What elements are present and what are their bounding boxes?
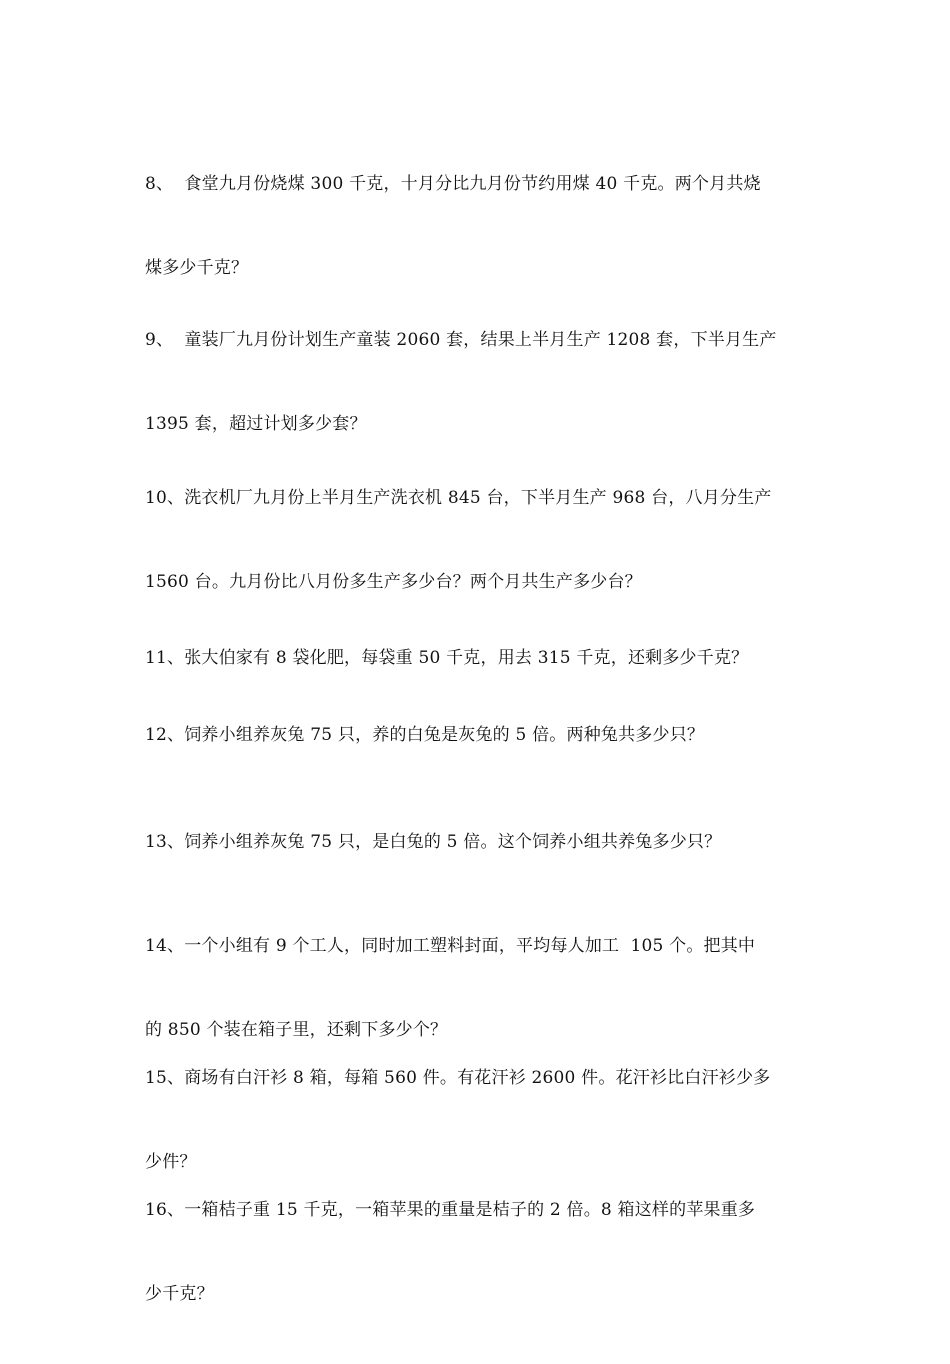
problem-line: 的 850 个装在箱子里，还剩下多少个？ — [145, 1020, 448, 1040]
problem-line: 少件？ — [145, 1152, 197, 1172]
problem-line: 1395 套，超过计划多少套？ — [145, 414, 367, 434]
problem-16 — [145, 1140, 815, 1364]
problem-line: 15、商场有白汗衫 8 箱，每箱 560 件。有花汗衫 2600 件。花汗衫比白汗衫少多 — [145, 1068, 771, 1088]
problem-line: 10、洗衣机厂九月份上半月生产洗衣机 845 台，下半月生产 968 台，八月分生产 — [145, 488, 772, 508]
problem-line: 12、饲养小组养灰兔 75 只，养的白兔是灰兔的 5 倍。两种兔共多少只？ — [145, 725, 705, 745]
problem-line: 13、饲养小组养灰兔 75 只，是白兔的 5 倍。这个饲养小组共养兔多少只？ — [145, 832, 722, 852]
problem-line: 少千克？ — [145, 1284, 214, 1304]
problem-line: 煤多少千克？ — [145, 258, 249, 278]
problem-line: 9、 童装厂九月份计划生产童装 2060 套，结果上半月生产 1208 套，下半月生产 — [145, 330, 777, 350]
problem-line: 16、一箱桔子重 15 千克，一箱苹果的重量是桔子的 2 倍。8 箱这样的苹果重多 — [145, 1200, 756, 1220]
problem-line: 11、张大伯家有 8 袋化肥，每袋重 50 千克，用去 315 千克，还剩多少千克？ — [145, 648, 749, 668]
problem-line: 8、 食堂九月份烧煤 300 千克，十月分比九月份节约用煤 40 千克。两个月共烧 — [145, 174, 761, 194]
problem-line: 1560 台。九月份比八月份多生产多少台？两个月共生产多少台？ — [145, 572, 642, 592]
problem-line: 14、一个小组有 9 个工人，同时加工塑料封面，平均每人加工 105 个。把其中 — [145, 936, 756, 956]
